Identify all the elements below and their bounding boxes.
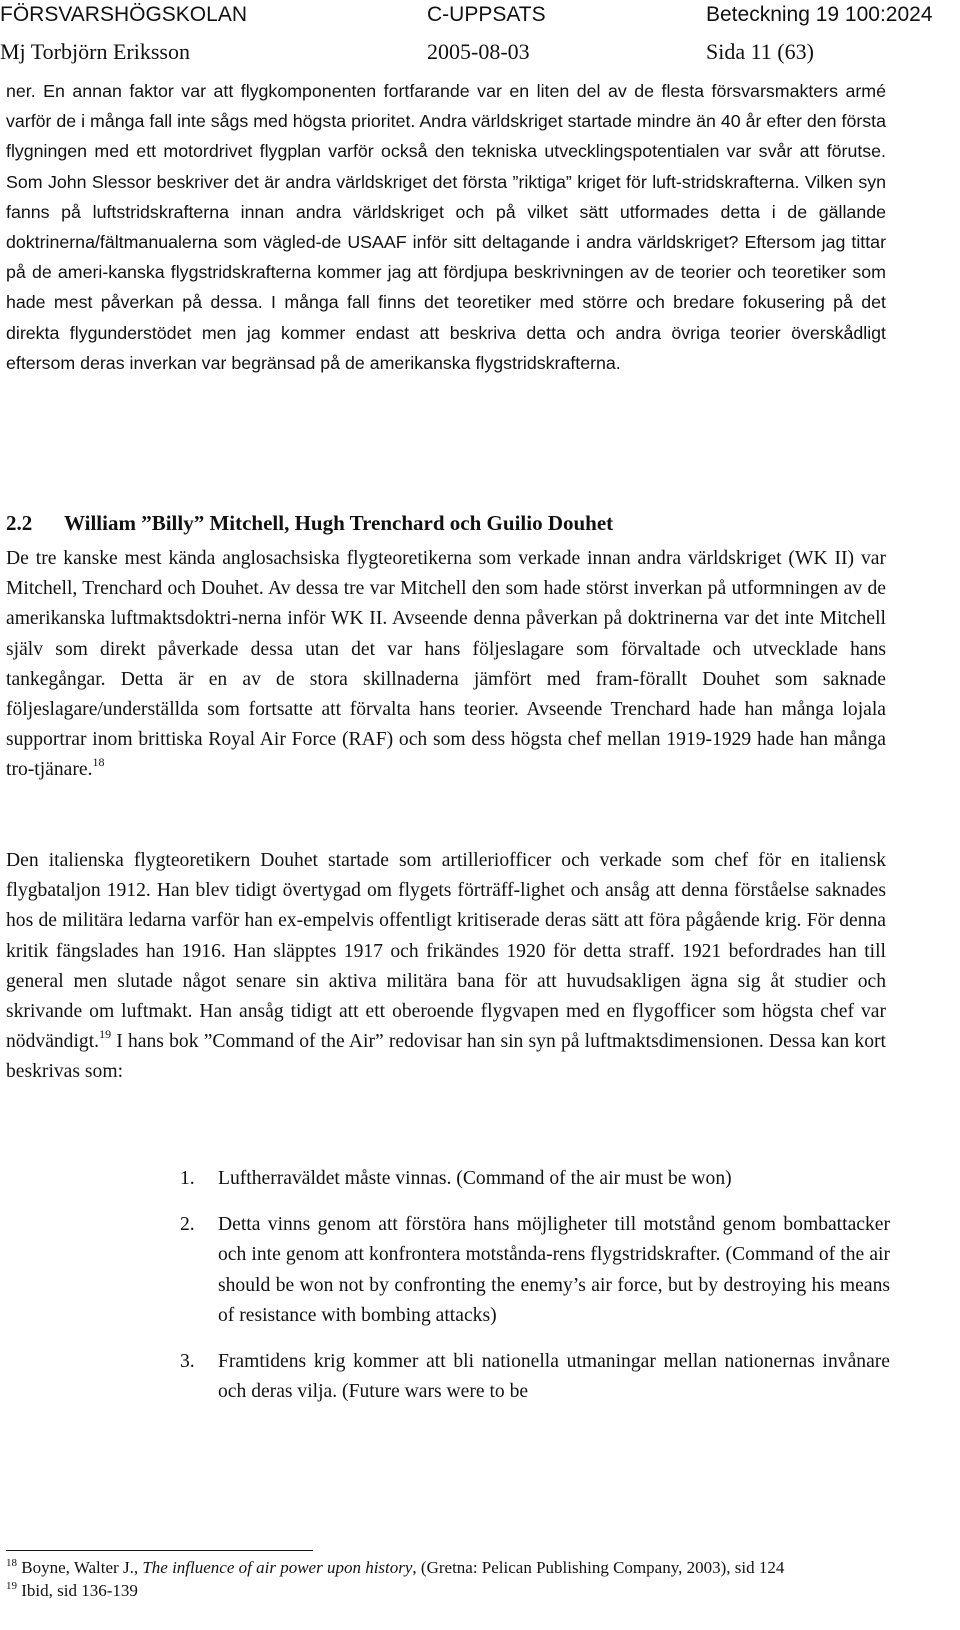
list-item-number: 1. [180,1168,195,1189]
paragraph-intro: ner. En annan faktor var att flygkomponenten fortfarande var en liten del av de flesta försvarsmakters armé varför de i många fall inte sågs med högsta prioritet. Andra världskriget startade mindre än 40 år efter den första flygningen med ett motordrivet flygplan varför också den tekniska utvecklingspotentialen var svår att förutse. Som John Slessor beskriver det är andra världskriget det första ”riktiga” kriget för luft-stridskrafterna. Vilken syn fanns på luftstridskrafterna innan andra världskriget och på vilket sätt utformades detta i de gällande doktrinerna/fältmanualerna som vägled-de USAAF inför sitt deltagande i andra världskriget? Eftersom jag tittar på de ameri-kanska flygstridskrafterna kommer jag att fördjupa beskrivningen av de teorier och teoretiker som hade mest påverkan på dessa. I många fall finns det teoretiker med större och bredare fokusering på det direkta flygunderstödet men jag kommer endast att beskriva detta och andra övriga teorier överskådligt eftersom deras inverkan var begränsad på de amerikanska flygstridskrafterna. [6,81,886,373]
footnotes [6,1556,886,1602]
list-item [180,1164,890,1194]
section-title: William ”Billy” Mitchell, Hugh Trenchard och Guilio Douhet [64,511,614,535]
list-item-text: Luftherraväldet måste vinnas. (Command of the air must be won) [218,1168,732,1189]
header-school: FÖRSVARSHÖGSKOLAN [0,3,247,26]
numbered-list [180,1164,890,1423]
header-row-1 [0,1,960,29]
header-author: Mj Torbjörn Eriksson [0,39,190,64]
paragraph-theorists-text: De tre kanske mest kända anglosachsiska flygteoretikerna som verkade innan andra världskriget (WK II) var Mitchell, Trenchard och Douhet. Av dessa tre var Mitchell den som hade störst inverkan på utformningen av de amerikanska luftmaktsdoktri-nerna inför WK II. Avseende denna påverkan på doktrinerna var det inte Mitchell själv som direkt påverkade dessa utan det var hans följeslagare som förvaltade och utvecklade hans tankegångar. Detta är en av de stora skillnaderna jämfört med fram-förallt Douhet som saknade följeslagare/underställda som fortsatte att förvalta hans teorier. Avseende Trenchard hade han många lojala supportrar inom brittiska Royal Air Force (RAF) och som dess högsta chef mellan 1919-1929 hade han många tro-tjänare. [6,548,886,781]
list-item [180,1210,890,1331]
footnote-19-number: 19 [6,1580,17,1592]
header-date: 2005-08-03 [427,39,530,64]
footnote-ref-18[interactable]: 18 [92,755,105,770]
footnote-18 [6,1556,886,1579]
list-item-text: Framtidens krig kommer att bli nationella utmaningar mellan nationernas invånare och deras vilja. (Future wars were to be [218,1351,890,1403]
list-item [180,1347,890,1407]
footnote-19 [6,1579,886,1602]
footnote-19-text: Ibid, sid 136-139 [17,1581,138,1600]
list-item-number: 2. [180,1214,195,1236]
list-item-number: 3. [180,1351,195,1373]
footnote-18-author: Boyne, Walter J., [17,1558,143,1577]
footnote-ref-19[interactable]: 19 [99,1027,112,1042]
paragraph-douhet [6,846,886,1088]
section-heading [6,508,886,538]
footnote-18-rest: , (Gretna: Pelican Publishing Company, 2003), sid 124 [412,1558,785,1577]
paragraph-theorists [6,544,886,786]
footnote-divider [6,1550,313,1551]
list-item-text: Detta vinns genom att förstöra hans möjligheter till motstånd genom bombattacker och inte genom att konfrontera motstånda-rens flygstridskrafter. (Command of the air should be won not by confronting the enemy’s air force, but by destroying his means of resistance with bombing attacks) [218,1214,890,1326]
header-designation: Beteckning 19 100:2024 [706,3,933,26]
header-row-2 [0,38,960,66]
footnote-18-title: The influence of air power upon history [142,1558,413,1577]
section-number: 2.2 [6,511,33,535]
footnote-18-number: 18 [6,1557,17,1569]
paragraph-douhet-text-b: I hans bok ”Command of the Air” redovisar han sin syn på luftmaktsdimensionen. Dessa kan kort beskrivas som: [6,1031,886,1083]
paragraph-douhet-text-a: Den italienska flygteoretikern Douhet startade som artilleriofficer och verkade som chef för en italiensk flygbataljon 1912. Han blev tidigt övertygad om flygets förträff-lighet och ansåg att denna förståelse saknades hos de militära ledarna varför han ex-empelvis offentligt kritiserade deras sätt att föra pågående krig. För denna kritik fängslades han 1916. Han släpptes 1917 och frikändes 1920 för detta straff. 1921 befordrades han till general men slutade något senare sin aktiva militära bana för att huvudsakligen ägna sig åt studier och skrivande om luftmakt. Han ansåg tidigt att ett oberoende flygvapen med en flygofficer som högsta chef var nödvändigt. [6,850,886,1053]
header-page-number: Sida 11 (63) [706,39,814,64]
header-doc-type: C-UPPSATS [427,3,546,26]
